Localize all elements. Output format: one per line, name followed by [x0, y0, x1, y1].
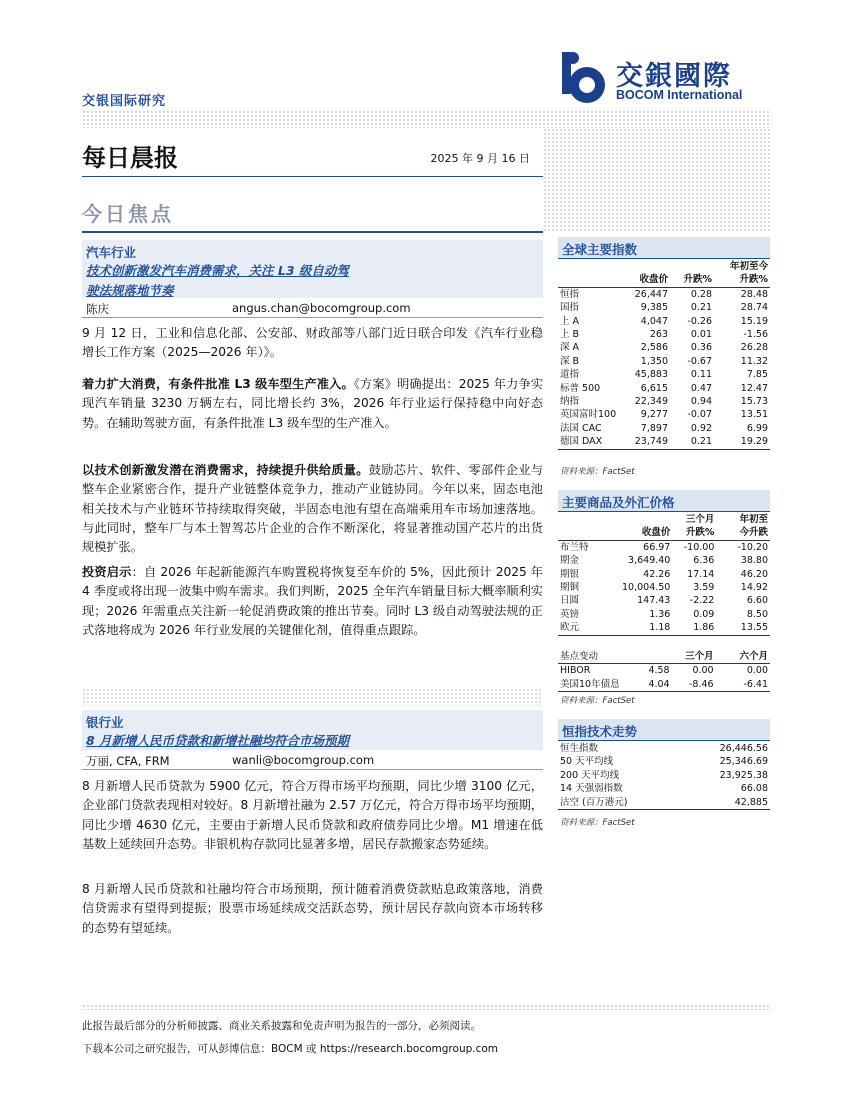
report-date: 2025 年 9 月 16 日: [430, 152, 530, 165]
index-cell-chg: 0.94: [690, 396, 712, 408]
indices-col-ytd-2: 升跌%: [714, 273, 770, 287]
index-row: [558, 301, 770, 314]
article2-headline[interactable]: 8 月新增人民币贷款和新增社融均符合市场预期: [86, 733, 350, 748]
index-row: [558, 368, 770, 381]
index-cell-name: 上 A: [560, 315, 580, 327]
commodities-col-close: 收盘价: [620, 526, 672, 540]
index-cell-chg: -0.67: [687, 355, 712, 367]
commodity-cell-chg: -2.22: [689, 595, 715, 607]
index-cell-name: 深 A: [560, 342, 580, 354]
technical-cell-value: 26,446.56: [719, 743, 768, 754]
index-cell-name: 道指: [560, 369, 580, 381]
technical-row: [558, 782, 770, 795]
commodity-row: [558, 568, 770, 581]
commodities-col-3m-1: 三个月: [685, 514, 715, 525]
commodity-cell-name: 欧元: [558, 621, 620, 635]
index-cell-close: 9,385: [640, 302, 668, 314]
article1-author-row: [82, 300, 543, 318]
commodity-cell-close: 1.36: [649, 608, 671, 620]
index-cell-close: 9,277: [640, 409, 668, 421]
commodity-row: [558, 594, 770, 607]
commodity-cell-chg: 0.09: [693, 608, 715, 620]
article1-paragraph-3: [82, 461, 543, 557]
commodity-cell-ytd: 13.55: [716, 621, 770, 635]
commodity-cell-chg: 1.86: [672, 621, 716, 635]
indices-source: 资料来源：FactSet: [560, 467, 635, 477]
commodity-cell-ytd: 8.50: [746, 608, 768, 620]
index-cell-ytd: 26.28: [740, 342, 768, 354]
technical-cell-value: 23,925.38: [719, 769, 768, 781]
index-cell-name: 国指: [560, 302, 580, 314]
index-row: [558, 382, 770, 395]
article2-paragraph-1: 8 月新增人民币贷款为 5900 亿元，符合万得市场平均预期，同比少增 3100 亿元，企业部门贷款表现相对较好。8 月新增社融为 2.57 万亿元，符合万得市场平均预期，同比少增 4630 亿元，主要由于新增人民币贷款和政府债券同比少增。M1 增速在低基数上延续回升态势。非银机构存款同比显著多增，居民存款搬家态势延续。: [82, 779, 543, 851]
commodity-cell-ytd: -10.20: [737, 541, 768, 553]
commodity-cell-close: 3,649.40: [628, 555, 671, 567]
commodity-row: [558, 621, 770, 635]
commodities-col-ytd-2: 今升跌: [716, 526, 770, 540]
index-cell-close: 23,749: [620, 435, 670, 449]
index-cell-chg: 0.21: [670, 435, 714, 449]
index-cell-chg: 0.01: [690, 329, 712, 341]
article1-header: [82, 240, 543, 298]
commodity-cell-chg: -10.00: [683, 541, 715, 553]
article1-paragraph-2-lead: 着力扩大消费，有条件批准 L3 级车型生产准入。: [82, 377, 354, 391]
commodities-col-ytd-1: 年初至: [739, 514, 768, 525]
index-cell-ytd: 28.48: [740, 288, 768, 300]
index-cell-close: 1,350: [640, 355, 668, 367]
index-cell-ytd: 6.99: [746, 422, 768, 434]
index-cell-ytd: 19.29: [714, 435, 770, 449]
commodity-cell-chg: 6.36: [693, 555, 715, 567]
bocom-logo-mark-icon: [556, 50, 612, 110]
index-row: [558, 435, 770, 449]
commodity-row: [558, 581, 770, 594]
rates-col-3m: 三个月: [672, 650, 716, 664]
article1-paragraph-3-body: 鼓励芯片、软件、零部件企业与整车企业紧密合作，提升产业链整体竞争力，推动产业链协同。今年以来，固态电池相关技术与产业链环节持续取得突破，半固态电池有望在高端乘用车市场加速落地。与此同时，整车厂与本土智驾芯片企业的合作不断深化，将显著推动国产芯片的出货规模扩张。: [82, 463, 544, 555]
index-cell-name: 上 B: [560, 329, 580, 341]
commodities-col-3m-2: 升跌%: [672, 526, 716, 540]
technical-row: [558, 742, 770, 755]
rate-cell-close: 4.04: [622, 678, 672, 692]
header-dotted-panel: [543, 128, 770, 231]
index-cell-close: 4,047: [640, 315, 668, 327]
index-cell-name: 标普 500: [560, 382, 601, 394]
commodity-cell-chg: 3.59: [693, 582, 715, 594]
commodity-cell-name: 日圆: [560, 595, 580, 607]
article1-paragraph-4-lead: 投资启示: [82, 565, 132, 579]
commodity-row: [558, 554, 770, 567]
commodity-cell-ytd: 14.92: [740, 582, 768, 594]
rate-cell-m6: -6.41: [716, 678, 770, 692]
commodity-row: [558, 608, 770, 621]
article1-paragraph-2: [82, 375, 543, 433]
article2-email[interactable]: wanli@bocomgroup.com: [232, 753, 375, 767]
technicals-title: 恒指技术走势: [558, 719, 770, 741]
rates-col-6m: 六个月: [716, 650, 770, 664]
commodity-cell-ytd: 38.80: [740, 555, 768, 567]
footer-dotted-band: [82, 1004, 770, 1010]
index-cell-name: 法国 CAC: [560, 422, 602, 434]
article1-headline-line1[interactable]: 技术创新激发汽车消费需求，关注 L3 级自动驾: [86, 263, 349, 278]
index-row: [558, 328, 770, 341]
index-cell-chg: -0.07: [687, 409, 712, 421]
index-cell-name: 英国富时100: [560, 409, 617, 421]
title-divider: [82, 176, 543, 177]
article1-paragraph-3-lead: 以技术创新激发潜在消费需求，持续提升供给质量。: [82, 463, 369, 477]
rates-label: 基点变动: [558, 650, 622, 664]
bocom-logo: [556, 50, 770, 110]
index-cell-close: 26,447: [634, 288, 668, 300]
article1-sector: 汽车行业: [86, 245, 137, 260]
index-cell-ytd: 12.47: [740, 382, 768, 394]
commodity-cell-close: 42.26: [643, 568, 671, 580]
index-cell-name: 恒指: [560, 288, 580, 300]
index-cell-close: 263: [649, 329, 668, 341]
article-separator-band: [82, 688, 543, 706]
rate-row: [558, 678, 770, 692]
logo-chinese-name: 交銀國際: [616, 61, 732, 92]
rate-cell-close: 4.58: [648, 665, 670, 677]
commodity-row: [558, 540, 770, 554]
commodity-cell-close: 147.43: [637, 595, 671, 607]
index-cell-ytd: 13.51: [740, 409, 768, 421]
commodity-cell-name: 期银: [560, 568, 580, 580]
article1-paragraph-1: 9 月 12 日，工业和信息化部、公安部、财政部等八部门近日联合印发《汽车行业稳增长工作方案（2025—2026 年）》。: [82, 326, 543, 360]
logo-english-name: BOCOM International: [616, 88, 743, 102]
rate-cell-m6: 0.00: [746, 665, 768, 677]
commodity-cell-ytd: 46.20: [740, 568, 768, 580]
commodity-cell-chg: 17.14: [687, 568, 715, 580]
technical-row: [558, 769, 770, 782]
technical-cell-name: 沽空 (百万港元): [558, 796, 680, 810]
indices-col-ytd-1: 年初至今: [729, 261, 768, 272]
technical-cell-name: 200 天平均线: [560, 769, 620, 781]
technical-cell-name: 50 天平均线: [560, 756, 614, 768]
technical-cell-name: 恒生指数: [560, 743, 599, 754]
focus-divider: [82, 231, 543, 233]
rates-table: [558, 650, 770, 692]
index-cell-name: 纳指: [560, 396, 580, 408]
commodities-title: 主要商品及外汇价格: [558, 490, 770, 512]
indices-col-chg: 升跌%: [670, 273, 714, 287]
rate-cell-m3: -8.46: [672, 678, 716, 692]
index-cell-ytd: 15.73: [740, 396, 768, 408]
index-cell-ytd: 11.32: [740, 355, 768, 367]
technical-cell-value: 66.08: [740, 783, 768, 795]
article1-paragraph-2-body: 《方案》明确提出：2025 年力争实现汽车销量 3230 万辆左右，同比增长约 3%，2026 年行业运行保持稳中向好态势。在辅助驾驶方面，有条件批准 L3 级车型的生产准入。: [82, 377, 544, 430]
footer-download[interactable]: 下载本公司之研究报告，可从彭博信息：BOCM 或 https://research.bocomgroup.com: [82, 1043, 499, 1055]
index-row: [558, 422, 770, 435]
index-cell-close: 45,883: [634, 369, 668, 381]
index-cell-chg: 0.92: [690, 422, 712, 434]
article2-author: 万丽, CFA, FRM: [86, 754, 170, 768]
index-row: [558, 355, 770, 368]
indices-title: 全球主要指数: [558, 237, 770, 259]
commodity-cell-ytd: 6.60: [746, 595, 768, 607]
technicals-table: [558, 742, 770, 810]
commodities-table: [558, 513, 770, 636]
index-cell-chg: 0.36: [690, 342, 712, 354]
commodity-cell-name: 期金: [560, 555, 580, 567]
article1-author: 陈庆: [86, 302, 109, 316]
index-row: [558, 287, 770, 301]
commodity-cell-name: 英镑: [560, 608, 580, 620]
index-cell-chg: 0.47: [690, 382, 712, 394]
technical-cell-value: 25,346.69: [719, 756, 768, 768]
technical-cell-value: 42,885: [680, 796, 770, 810]
index-cell-close: 22,349: [634, 396, 668, 408]
technical-row: [558, 796, 770, 810]
index-cell-ytd: 28.74: [740, 302, 768, 314]
index-cell-chg: -0.26: [687, 315, 712, 327]
article1-paragraph-4-body: ：自 2026 年起新能源汽车购置税将恢复至车价的 5%，因此预计 2025 年 4 季度或将出现一波集中购车需求。我们判断，2025 全年汽车销量目标大概率顺利实现；2026 年需重点关注新一轮促消费政策的推出节奏。同时 L3 级自动驾驶法规的正式落地将成为 2026 年行业发展的关键催化剂，值得重点跟踪。: [82, 565, 543, 637]
article1-email[interactable]: angus.chan@bocomgroup.com: [232, 301, 411, 315]
rate-cell-name: 美国10年债息: [560, 678, 620, 690]
focus-title: 今日焦点: [82, 202, 174, 226]
commodity-cell-name: 期铜: [560, 582, 580, 594]
article2-sector: 银行业: [86, 715, 124, 730]
index-cell-chg: 0.28: [690, 288, 712, 300]
footer-disclaimer: 此报告最后部分的分析师披露、商业关系披露和免责声明为报告的一部分，必须阅读。: [82, 1020, 481, 1032]
commodity-cell-close: 1.18: [620, 621, 672, 635]
page-title: 每日晨报: [82, 143, 178, 172]
commodity-cell-close: 66.97: [643, 541, 671, 553]
index-row: [558, 341, 770, 354]
article2-author-row: [82, 752, 543, 770]
article2-header: [82, 710, 543, 750]
commodity-cell-name: 布兰特: [560, 541, 589, 553]
index-cell-close: 6,615: [640, 382, 668, 394]
header-dotted-band: [82, 110, 770, 128]
technical-cell-name: 14 天强弱指数: [560, 783, 623, 795]
article2-paragraph-2: 8 月新增人民币贷款和社融均符合市场预期，预计随着消费贷款贴息政策落地，消费信贷需求有望得到提振；股票市场延续成交活跃态势，预计居民存款向资本市场转移的态势有望延续。: [82, 882, 543, 935]
indices-col-close: 收盘价: [620, 273, 670, 287]
indices-table: [558, 260, 770, 450]
index-row: [558, 315, 770, 328]
index-cell-ytd: 15.19: [740, 315, 768, 327]
article1-paragraph-4: [82, 563, 543, 640]
index-cell-ytd: 7.85: [746, 369, 768, 381]
index-cell-close: 7,897: [640, 422, 668, 434]
index-cell-name: 深 B: [560, 355, 580, 367]
index-cell-ytd: -1.56: [743, 329, 768, 341]
index-row: [558, 395, 770, 408]
article1-headline-line2[interactable]: 驶法规落地节奏: [86, 283, 174, 298]
index-cell-chg: 0.11: [690, 369, 712, 381]
brand-line: 交银国际研究: [82, 94, 167, 109]
commodity-cell-close: 10,004.50: [622, 582, 671, 594]
commodities-source: 资料来源：FactSet: [560, 696, 635, 706]
index-row: [558, 408, 770, 421]
rate-row: [558, 664, 770, 678]
rate-cell-name: HIBOR: [560, 665, 591, 677]
title-row: [82, 138, 542, 174]
index-cell-chg: 0.21: [690, 302, 712, 314]
rate-cell-m3: 0.00: [692, 665, 714, 677]
technical-row: [558, 755, 770, 768]
index-cell-close: 2,586: [640, 342, 668, 354]
technicals-source: 资料来源：FactSet: [560, 818, 635, 828]
index-cell-name: 德国 DAX: [558, 435, 620, 449]
